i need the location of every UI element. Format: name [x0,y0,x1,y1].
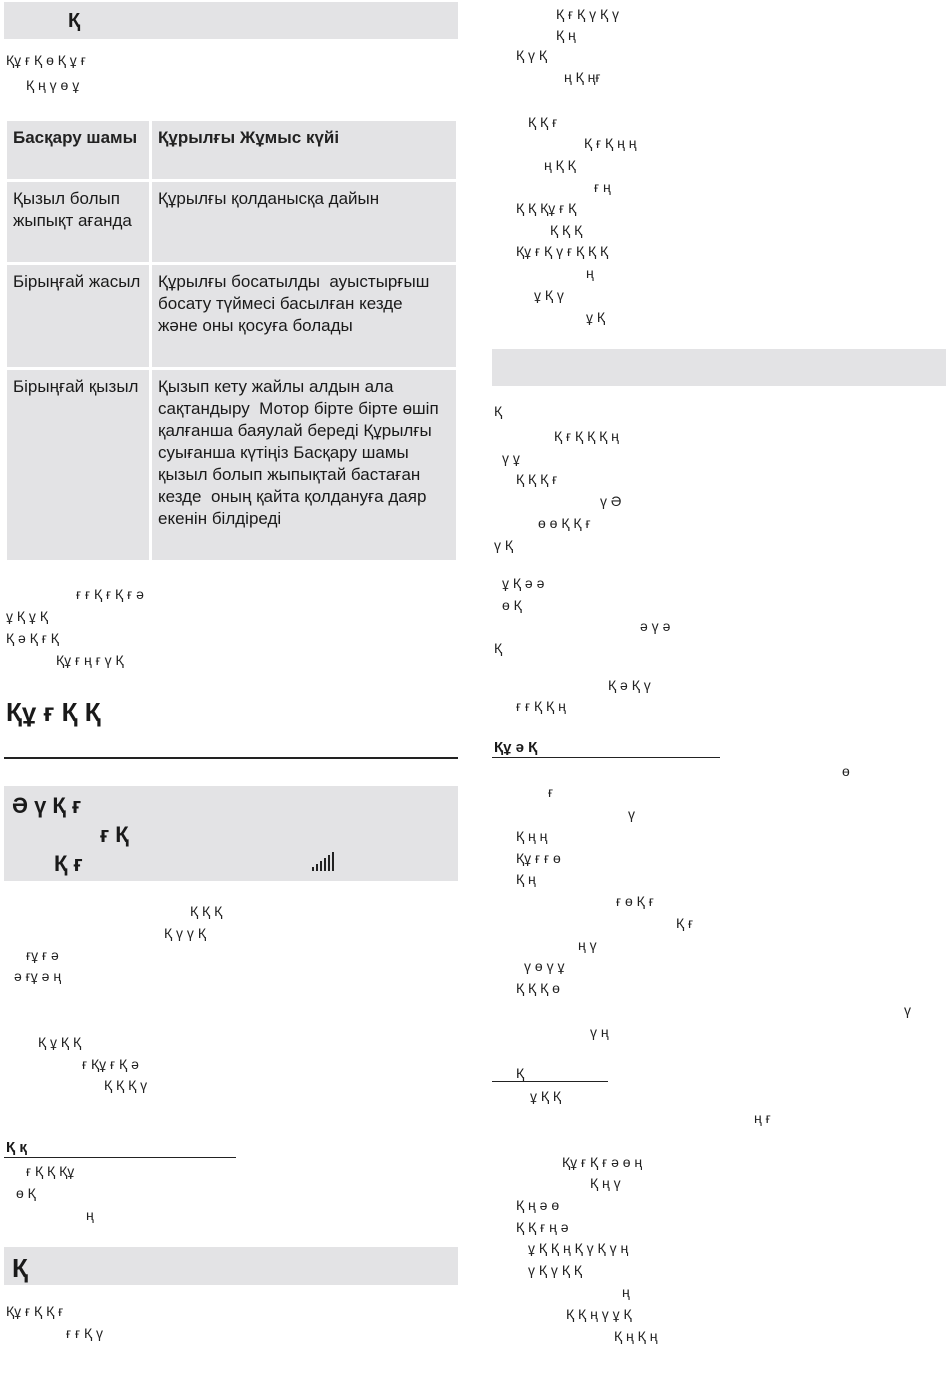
text-line: ғ ө Қ ғ [616,893,654,909]
text-line: ү ө ү ұ [524,958,565,974]
text-line: Қ [494,640,503,656]
text-line: ү Қ [494,537,514,553]
text-line: ғ Қ [100,822,129,847]
text-line: Қ ғ [54,851,83,876]
text-line: Қ ə Қ ү [608,677,651,693]
text-line: ү Қ ү Қ Қ [528,1262,583,1278]
table-cell-state: Құрылғы босатылды ауыстырғыш босату түймесі басылған кезде және оны қосуға болады [151,264,458,369]
text-line: Қ Қ ғ [528,114,558,130]
text-line: ң [586,265,594,281]
text-line: Қ ғ [676,915,694,931]
text-line: Қ Қ ғ ң ə [516,1219,569,1235]
text-line: Қ Қ Қ [190,903,223,919]
text-line: Қ ң [516,871,536,887]
text-line: ү ұ [502,450,520,466]
text-line: Қ ə Қ ғ Қ [6,630,59,646]
text-line: ң ғ [754,1110,771,1126]
text-line: Қ ң [556,27,576,43]
text-line: Қ Қ Қ [550,222,583,238]
indicator-lamp-table [4,118,459,563]
text-line: Қ Қ Қ ү [104,1077,148,1093]
text-line: Қ ғ Қ Қ Қ ң [554,428,619,444]
text-line: Қ [494,403,503,419]
text-line: ө [842,763,850,779]
subsection-3-underline [492,1081,608,1082]
text-line: ұ Қ ү [534,287,564,303]
chapter-divider [4,757,458,759]
text-line: ң [622,1284,630,1300]
text-line: Құ ғ Қ ғ ə ө ң [562,1154,643,1170]
table-header-row [6,120,458,181]
text-line: Қ Қ Қ ө [516,980,560,996]
text-line: ə ғұ ə ң [14,968,62,984]
text-line: Қ ң ү ө ұ [26,77,80,93]
text-line: ғ ғ Қ ғ Қ ғ ə [76,586,144,602]
table-row [6,181,458,264]
chapter-heading: Құ ғ Қ Қ [6,697,101,727]
text-line: ұ Қ Қ [530,1088,562,1104]
section-1-title: Қ [68,10,81,32]
table-row [6,264,458,369]
text-line: ғ ғ Қ ү [66,1325,104,1341]
signal-strength-icon [312,851,338,871]
text-line: ғ ң [594,179,611,195]
table-header-lamp: Басқару шамы [6,120,151,181]
text-line: ұ Қ ə ə [502,575,545,591]
table-row [6,369,458,562]
text-line: Қ ң ң [516,828,548,844]
text-line: ғ ғ Қ Қ ң [516,698,566,714]
text-line: Қ Қ Құ ғ Қ [516,200,577,216]
text-line: ұ Қ ұ Қ [6,608,48,624]
text-line: Қ ұ Қ Қ [38,1034,82,1050]
subsection-1-underline [4,1157,236,1158]
subsection-3-title: Қ [516,1065,525,1081]
table-cell-state: Құрылғы қолданысқа дайын [151,181,458,264]
text-line: Қ ң ү [590,1175,621,1191]
text-line: Құ ғ Қ Қ ғ [6,1303,64,1319]
text-line: ғ Қ Қ Құ [26,1163,75,1179]
text-line: ү Ə [600,493,622,509]
table-header-state: Құрылғы Жұмыс күйі [151,120,458,181]
text-line: Құ ғ Қ ө Қ ұ ғ [6,52,86,68]
text-line: ү [628,806,635,822]
section-3-title: Қ [12,1253,28,1283]
text-line: ң ү [578,937,597,953]
section-4-header-band [492,349,946,386]
text-line: ң [86,1207,94,1223]
text-line: Ə ү Қ ғ [12,793,82,818]
text-line: ғұ ғ ə [26,947,59,963]
table-cell-state: Қызып кету жайлы алдын ала сақтандыру Мотор бірте бірте өшіп қалғанша баяулай береді Құрылғы суығанша күтіңіз Басқару шамы қызыл болып жыпықтай бастаған кезде оның қайта қолдануға даяр екенін білдіреді [151,369,458,562]
table-cell-lamp: Қызыл болып жыпықт ағанда [6,181,151,264]
subsection-1-title: Қ қ [6,1139,27,1156]
text-line: ғ [548,784,554,800]
text-line: ү [904,1002,911,1018]
text-line: ғ Құ ғ Қ ə [82,1056,139,1072]
text-line: Қ ү Қ [516,47,548,63]
table-cell-lamp: Бірыңғай жасыл [6,264,151,369]
text-line: ө Қ [16,1185,36,1201]
table-cell-lamp: Бірыңғай қызыл [6,369,151,562]
text-line: Қ ғ Қ ң ң [584,135,637,151]
text-line: ң Қ ңғ [564,69,601,85]
text-line: ө ө Қ Қ ғ [538,515,591,531]
text-line: Қ ғ Қ ү Қ ү [556,6,620,22]
text-line: ұ Қ Қ ң Қ ү Қ ү ң [528,1240,629,1256]
section-3-header-band [4,1247,458,1285]
subsection-2-title: Құ ə Қ [494,739,538,756]
text-line: ө Қ [502,597,522,613]
subsection-2-underline [492,757,720,758]
text-line: ү ң [590,1024,609,1040]
text-line: Қ ү ү Қ [164,925,206,941]
text-line: Қ ң Қ ң [614,1328,658,1344]
text-line: Қ ң ə ө [516,1197,560,1213]
text-line: Қ Қ ң ү ұ Қ [566,1306,632,1322]
text-line: Қ Қ Қ ғ [516,471,558,487]
text-line: Құ ғ ң ғ ү Қ [56,652,124,668]
text-line: ң Қ Қ [544,157,576,173]
text-line: Құ ғ Қ ү ғ Қ Қ Қ [516,243,609,259]
text-line: Құ ғ ғ ө [516,850,561,866]
text-line: ұ Қ [586,309,606,325]
text-line: ə ү ə [640,618,671,634]
